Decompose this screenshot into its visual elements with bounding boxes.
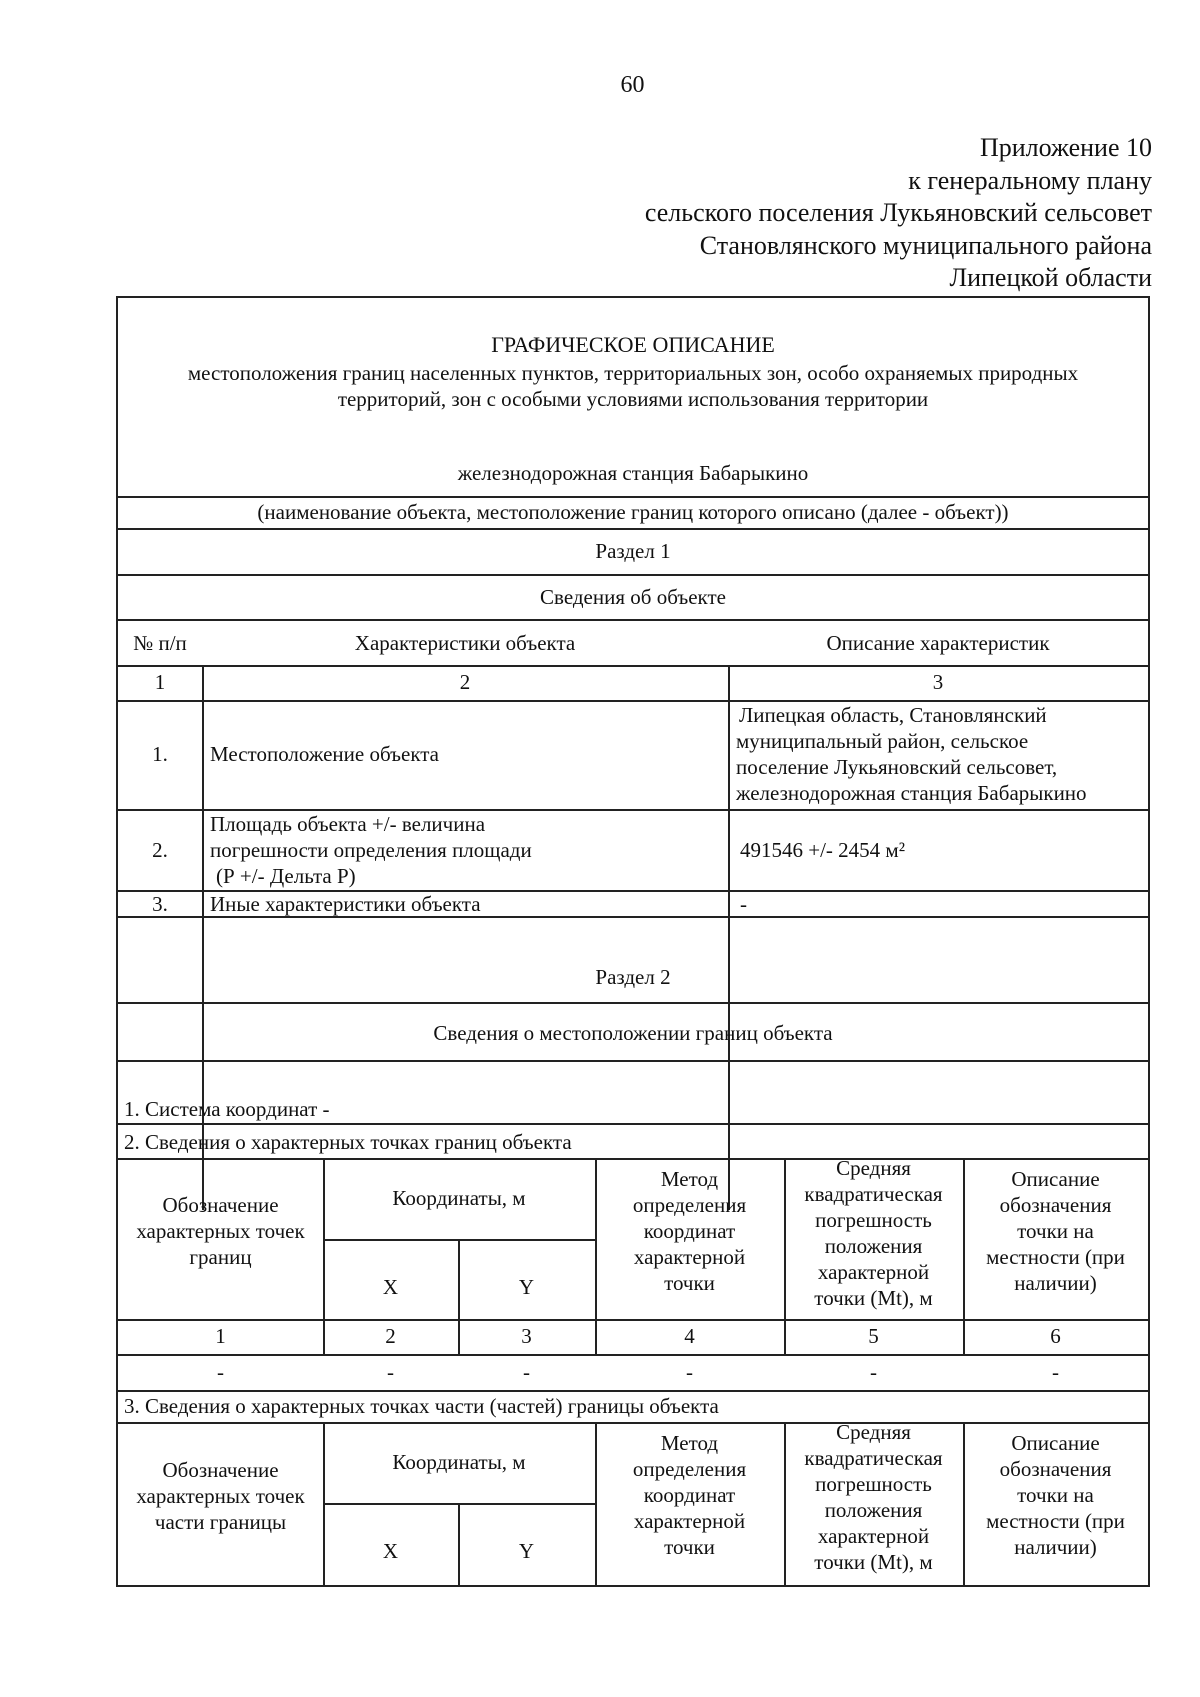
rule	[118, 574, 1148, 576]
col-description: местности (при	[986, 1245, 1125, 1269]
appendix-line-5: Липецкой области	[949, 263, 1152, 292]
empty-cell: -	[387, 1360, 394, 1384]
col-error: Средняя	[836, 1420, 911, 1444]
col-description: местности (при	[986, 1509, 1125, 1533]
rule	[118, 1060, 1148, 1062]
col-description: точки на	[1017, 1483, 1094, 1507]
col-error: точки (Mt), м	[814, 1550, 933, 1574]
appendix-header	[645, 132, 1152, 295]
row-1-desc: муниципальный район, сельское	[736, 729, 1029, 753]
col-error: положения	[824, 1234, 923, 1258]
col-method: точки	[664, 1271, 715, 1295]
col-index: 5	[868, 1324, 879, 1348]
row-1-name: Местоположение объекта	[210, 742, 440, 766]
row-1-desc: Липецкая область, Становлянский	[739, 703, 1047, 727]
col-method: характерной	[633, 1509, 746, 1533]
col-description: точки на	[1017, 1219, 1094, 1243]
rule	[118, 528, 1148, 530]
col-method: координат	[643, 1483, 736, 1507]
row-2-name: (Р +/- Дельта Р)	[216, 864, 356, 888]
rule	[728, 665, 730, 1210]
col-x: X	[382, 1539, 399, 1563]
col-error: точки (Mt), м	[814, 1286, 933, 1310]
col-index: 4	[684, 1324, 695, 1348]
row-2-desc: 491546 +/- 2454 м²	[740, 838, 906, 862]
col-error: квадратическая	[804, 1446, 943, 1470]
col-description: Описание	[1011, 1167, 1100, 1191]
col-coordinates: Координаты, м	[392, 1450, 526, 1474]
rule	[118, 1354, 1148, 1356]
row-3-name: Иные характеристики объекта	[210, 892, 481, 916]
col-designation: части границы	[154, 1510, 287, 1534]
section-2-title: Сведения о местоположении границ объекта	[433, 1021, 833, 1045]
col-method: Метод	[660, 1431, 719, 1455]
col-method: точки	[664, 1535, 715, 1559]
col-method: определения	[632, 1193, 747, 1217]
col-coordinates: Координаты, м	[392, 1186, 526, 1210]
rule	[118, 665, 1148, 667]
col-index: 2	[459, 670, 471, 694]
empty-cell: -	[870, 1360, 877, 1384]
col-desc-header: Описание характеристик	[826, 631, 1050, 655]
col-index: 2	[385, 1324, 396, 1348]
col-description: обозначения	[999, 1193, 1112, 1217]
points-title: 2. Сведения о характерных точках границ объекта	[124, 1130, 572, 1154]
object-caption: (наименование объекта, местоположение границ которого описано (далее - объект))	[257, 500, 1009, 524]
empty-cell: -	[523, 1360, 530, 1384]
col-char-header: Характеристики объекта	[354, 631, 576, 655]
col-designation: Обозначение	[162, 1193, 279, 1217]
row-2-name: погрешности определения площади	[210, 838, 532, 862]
col-method: Метод	[660, 1167, 719, 1191]
col-y: Y	[518, 1275, 535, 1299]
col-x: X	[382, 1275, 399, 1299]
col-description: Описание	[1011, 1431, 1100, 1455]
col-error: Средняя	[836, 1156, 911, 1180]
row-3-num: 3.	[152, 892, 168, 916]
row-3-desc: -	[740, 892, 747, 916]
col-method: характерной	[633, 1245, 746, 1269]
col-method: определения	[632, 1457, 747, 1481]
col-index: 3	[521, 1324, 532, 1348]
col-index: 3	[932, 670, 944, 694]
appendix-line-4: Становлянского муниципального района	[699, 230, 1152, 260]
col-index: 1	[154, 670, 166, 694]
empty-cell: -	[217, 1360, 224, 1384]
col-error: погрешность	[815, 1208, 932, 1232]
rule	[118, 496, 1148, 498]
parts-title: 3. Сведения о характерных точках части (частей) границы объекта	[124, 1394, 719, 1418]
col-description: обозначения	[999, 1457, 1112, 1481]
row-1-desc: поселение Лукьяновский сельсовет,	[736, 755, 1058, 779]
row-1-desc: железнодорожная станция Бабарыкино	[736, 781, 1087, 805]
rule	[118, 1390, 1148, 1392]
col-index: 6	[1050, 1324, 1061, 1348]
appendix-line-2: к генеральному плану	[908, 165, 1152, 195]
col-index: 1	[215, 1324, 226, 1348]
form-subtitle-1: местоположения границ населенных пунктов, территориальных зон, особо охраняемых природных	[187, 361, 1079, 385]
rule	[118, 619, 1148, 621]
col-designation: характерных точек	[136, 1484, 305, 1508]
description-form	[116, 296, 1150, 1587]
col-error: погрешность	[815, 1472, 932, 1496]
appendix-line-3: сельского поселения Лукьяновский сельсовет	[644, 198, 1152, 227]
rule	[118, 1422, 1148, 1424]
col-designation: характерных точек	[136, 1219, 305, 1243]
col-description: наличии)	[1014, 1271, 1097, 1295]
col-designation: Обозначение	[162, 1458, 279, 1482]
rule	[118, 1158, 1148, 1160]
row-2-name: Площадь объекта +/- величина	[210, 812, 486, 836]
col-designation: границ	[189, 1245, 252, 1269]
section-1-label: Раздел 1	[595, 539, 671, 563]
rule	[118, 1319, 1148, 1321]
section-2-label: Раздел 2	[595, 965, 671, 989]
object-name: железнодорожная станция Бабарыкино	[457, 461, 809, 485]
col-method: координат	[643, 1219, 736, 1243]
rule	[118, 1002, 1148, 1004]
col-error: квадратическая	[804, 1182, 943, 1206]
rule	[118, 1123, 1148, 1125]
row-1-num: 1.	[152, 742, 168, 766]
section-1-title: Сведения об объекте	[540, 585, 726, 609]
col-error: характерной	[817, 1524, 930, 1548]
appendix-line-1: Приложение 10	[979, 133, 1152, 162]
col-error: положения	[824, 1498, 923, 1522]
empty-cell: -	[1052, 1360, 1059, 1384]
form-title: ГРАФИЧЕСКОЕ ОПИСАНИЕ	[491, 332, 775, 357]
empty-cell: -	[686, 1360, 693, 1384]
page-number: 60	[620, 72, 645, 98]
col-description: наличии)	[1014, 1535, 1097, 1559]
coordinate-system: 1. Система координат -	[124, 1097, 330, 1121]
col-num-header: № п/п	[133, 631, 187, 655]
form-subtitle-2: территорий, зон с особыми условиями использования территории	[337, 387, 929, 411]
col-y: Y	[518, 1539, 535, 1563]
col-error: характерной	[817, 1260, 930, 1284]
row-2-num: 2.	[152, 838, 168, 862]
